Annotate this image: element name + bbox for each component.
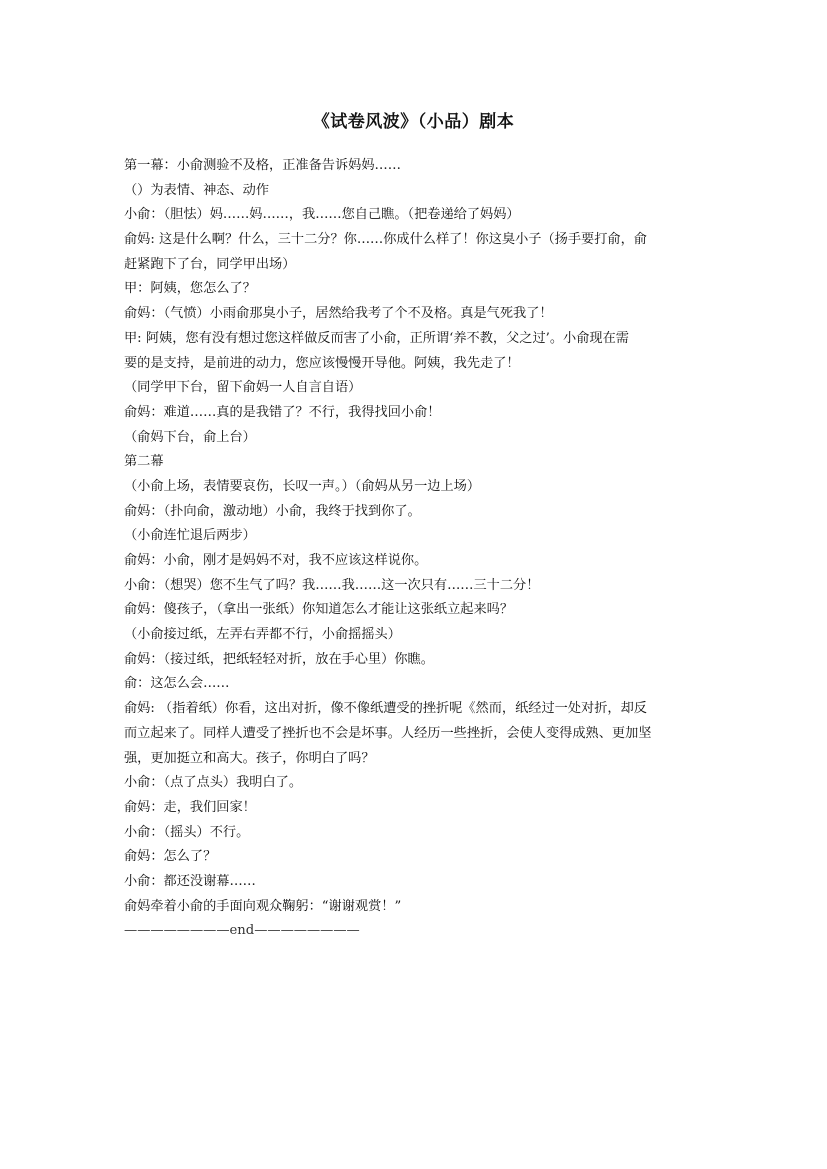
- script-line: 甲: 阿姨，您有没有想过您这样做反而害了小俞，正所谓‘养不教，父之过’。小俞现在需: [124, 330, 629, 346]
- script-line: 小俞：（胆怯）妈……妈……，我……您自己瞧。（把卷递给了妈妈）: [124, 207, 520, 223]
- script-line: （）为表情、神态、动作: [124, 182, 270, 198]
- script-line: 第一幕：小俞测验不及格，正准备告诉妈妈……: [124, 158, 401, 173]
- script-line: （同学甲下台，留下俞妈一人自言自语）: [124, 380, 362, 396]
- script-line: 俞妈：（气愤）小雨俞那臭小子，居然给我考了个不及格。真是气死我了！: [124, 306, 553, 322]
- script-line: 俞妈：怎么了？: [124, 849, 217, 865]
- script-line: 要的是支持，是前进的动力，您应该慢慢开导他。阿姨，我先走了！: [124, 355, 520, 371]
- script-line: 俞妈：（接过纸，把纸轻轻对折，放在手心里）你瞧。: [124, 651, 434, 667]
- script-line: 俞：这怎么会……: [124, 676, 230, 692]
- script-line: （小俞连忙退后两步）: [124, 528, 256, 544]
- script-line: 小俞：都还没谢幕……: [124, 873, 256, 889]
- script-line: 甲：阿姨，您怎么了？: [124, 281, 256, 297]
- script-line: 俞妈: （指着纸）你看，这出对折，像不像纸遭受的挫折呢《然而，纸经过一处对折，却反: [124, 701, 647, 717]
- script-line: 而立起来了。同样人遭受了挫折也不会是坏事。人经历一些挫折，会使人变得成熟、更加坚: [124, 725, 652, 741]
- script-line: 俞妈：小俞，刚才是妈妈不对，我不应该这样说你。: [124, 553, 428, 568]
- end-marker: ————————end————————: [124, 923, 360, 939]
- script-line: （小俞上场，表情要哀伤，长叹一声。）（俞妈从另一边上场）: [124, 478, 481, 494]
- script-line: 小俞：（想哭）您不生气了吗？我……我……这一次只有……三十二分！: [124, 577, 540, 593]
- script-line: 小俞：（点了点头）我明白了。: [124, 775, 303, 791]
- script-line: 俞妈：傻孩子，（拿出一张纸）你知道怎么才能让这张纸立起来吗？: [124, 602, 514, 618]
- script-line: 俞妈：走，我们回家！: [124, 799, 256, 815]
- script-line: 强，更加挺立和高大。孩子，你明白了吗？: [124, 750, 375, 766]
- document-title: 《试卷风波》（小品）剧本: [312, 112, 515, 132]
- script-body: [124, 154, 706, 944]
- script-line: 俞妈：难道……真的是我错了？不行，我得找回小俞！: [124, 404, 441, 420]
- scene-heading: 第二幕: [124, 454, 164, 470]
- script-line: （小俞接过纸，左弄右弄都不行，小俞摇摇头）: [124, 627, 401, 643]
- script-line: 小俞：（摇头）不行。: [124, 824, 250, 840]
- script-line: 俞妈: 这是什么啊？什么，三十二分？你……你成什么样了！你这臭小子（扬手要打俞，俞: [124, 232, 647, 248]
- script-line: （俞妈下台，俞上台）: [124, 429, 256, 445]
- script-line: 俞妈：（扑向俞，激动地）小俞，我终于找到你了。: [124, 503, 421, 519]
- script-line: 赶紧跑下了台，同学甲出场）: [124, 256, 296, 272]
- script-line: 俞妈牵着小俞的手面向观众鞠躬：“谢谢观赏！”: [124, 898, 402, 914]
